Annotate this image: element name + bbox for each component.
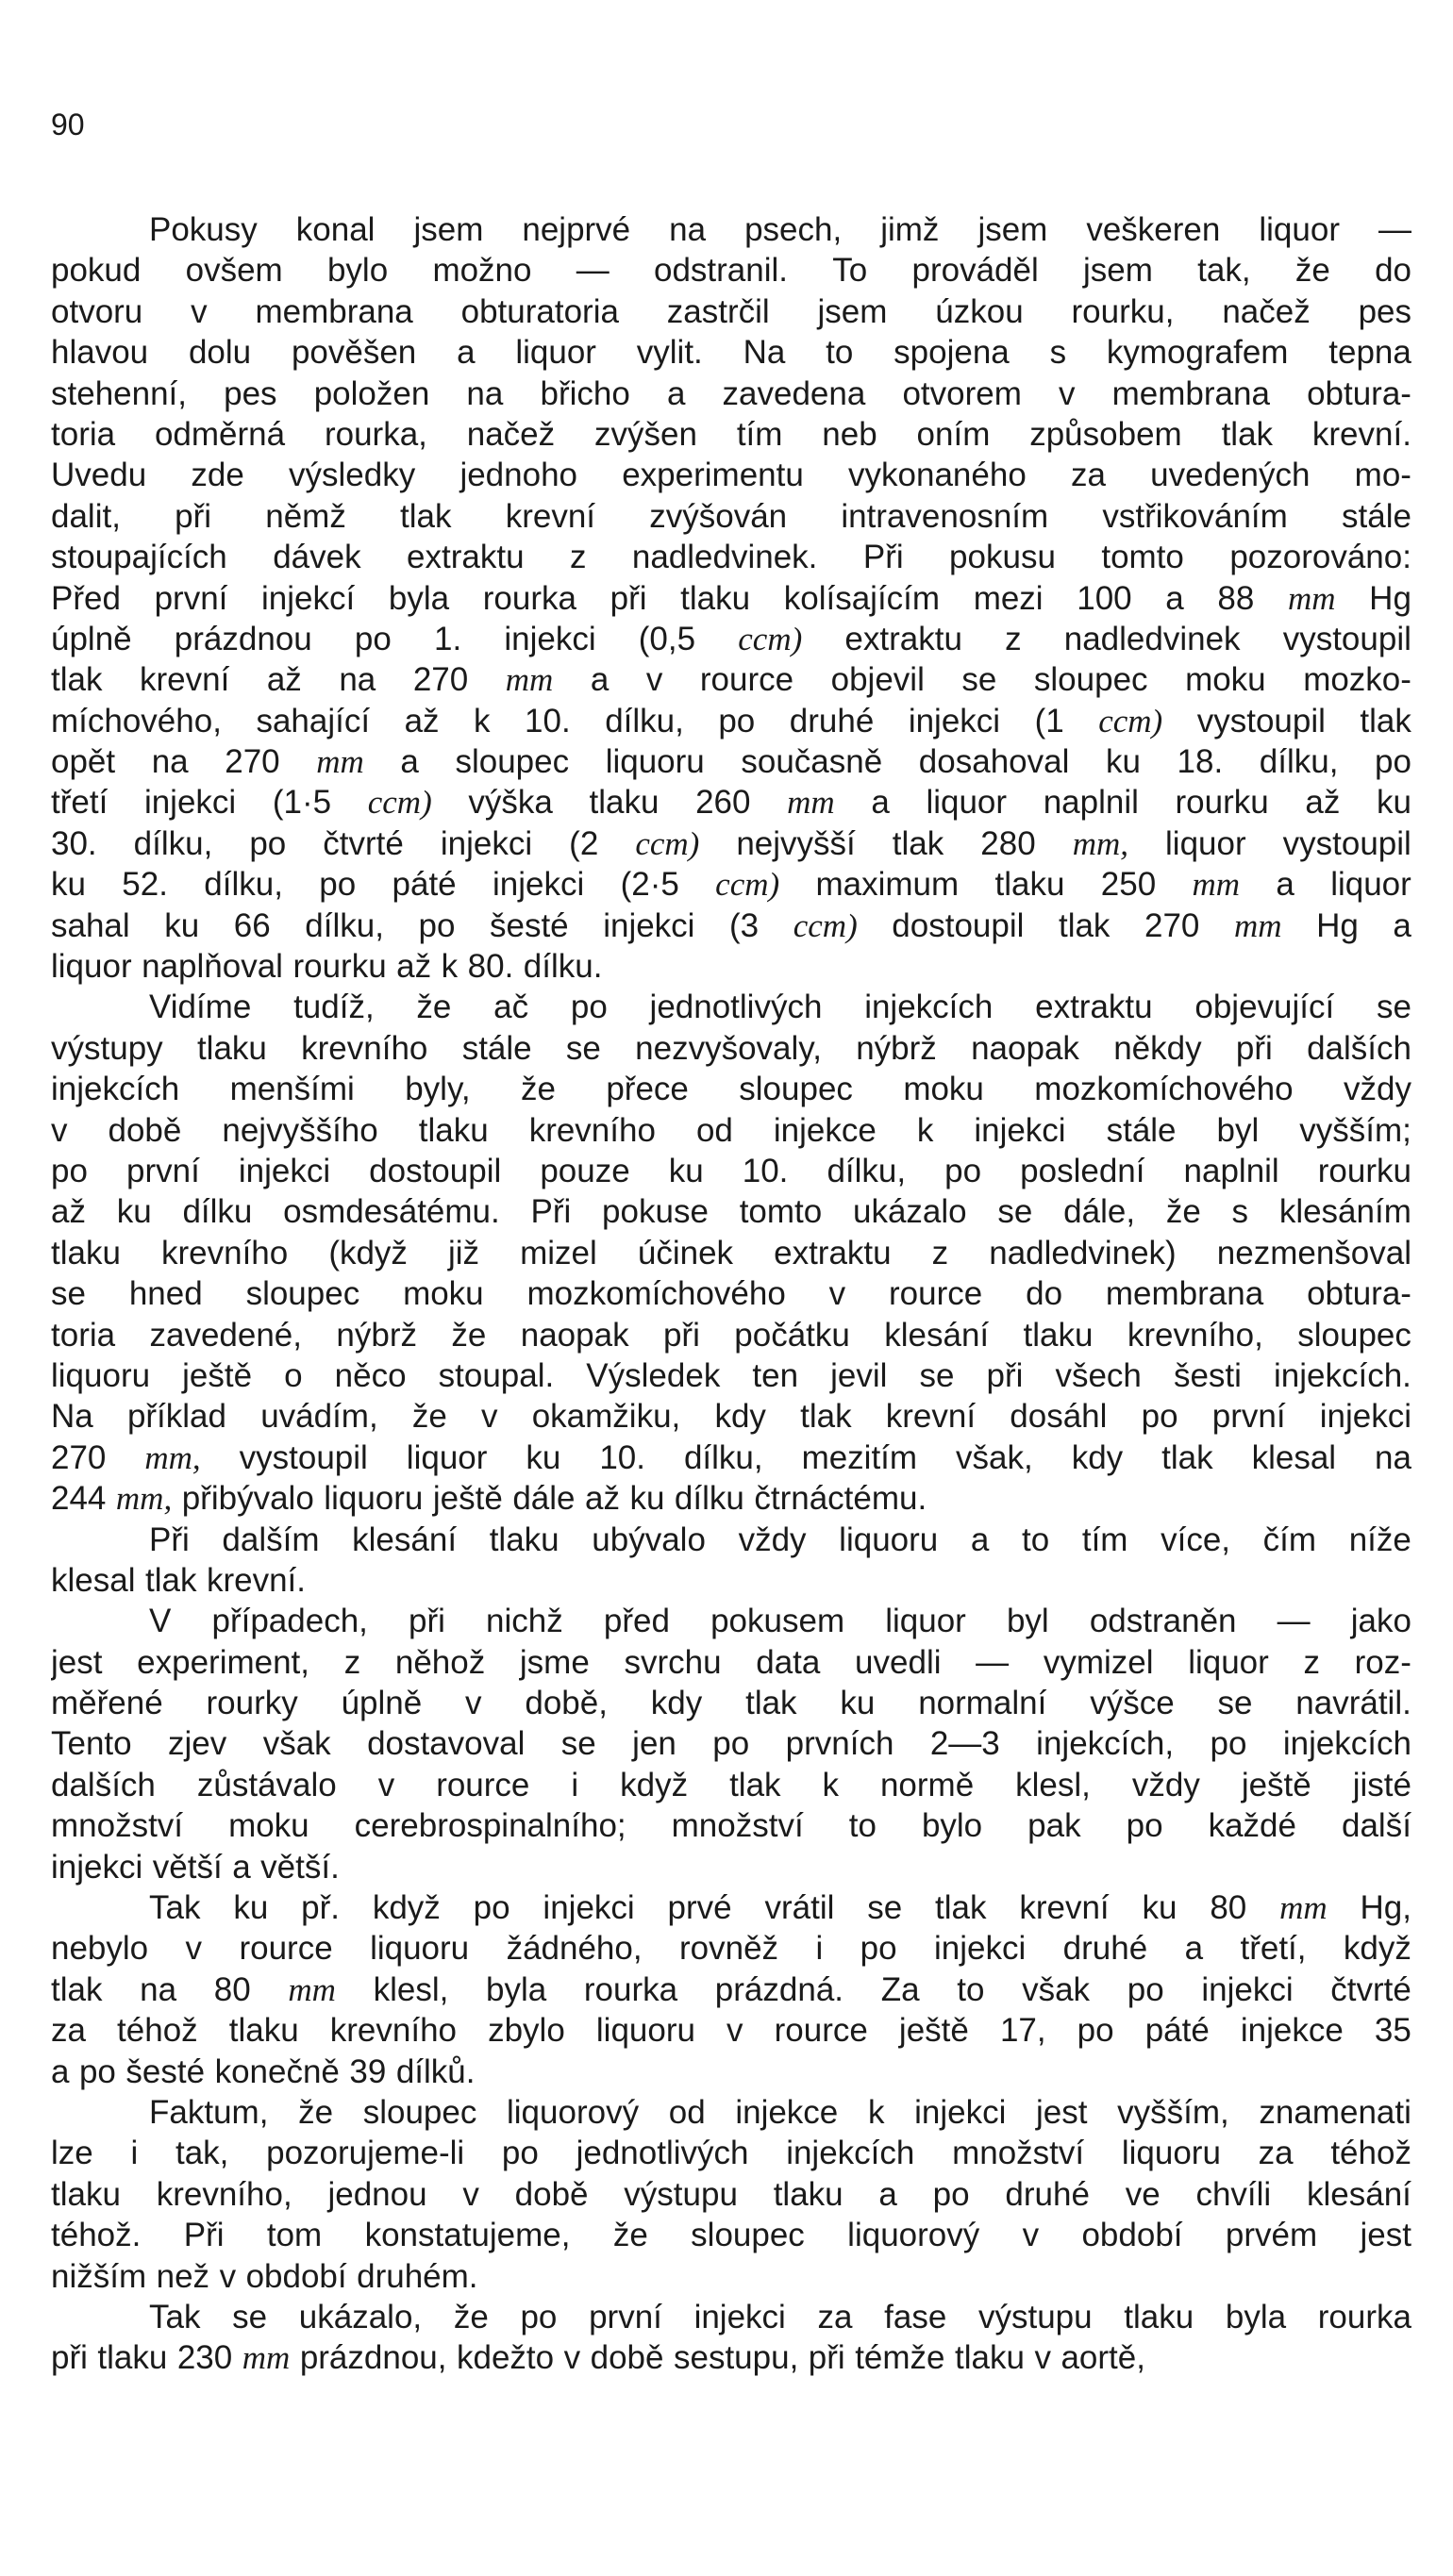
paragraph <box>51 1520 1411 1602</box>
text-line: nižším než v období druhém. <box>51 2257 478 2295</box>
text-line: úplně prázdnou po 1. injekci (0,5 ccm) extraktu z nadledvinek vystoupil <box>51 620 1411 657</box>
text-line: 30. dílku, po čtvrté injekci (2 ccm) nejvyšší tlak 280 mm, liquor vystoupil <box>51 824 1411 862</box>
text-line: toria odměrná rourka, načež zvýšen tím neb oním způsobem tlak krevní. <box>51 415 1411 453</box>
text-line: toria zavedené, nýbrž že naopak při počátku klesání tlaku krevního, sloupec <box>51 1316 1411 1354</box>
paragraph <box>51 1601 1411 1887</box>
text-line: klesal tlak krevní. <box>51 1561 306 1599</box>
paragraph <box>51 987 1411 1519</box>
text-line: tlak krevní až na 270 mm a v rource objevil se sloupec moku mozko- <box>51 661 1411 699</box>
text-line: v době nejvyššího tlaku krevního od injekce k injekci stále byl vyšším; <box>51 1111 1411 1149</box>
text-line: dalit, při němž tlak krevní zvýšován intravenosním vstřikováním stále <box>51 497 1411 535</box>
text-line: Při dalším klesání tlaku ubývalo vždy liquoru a to tím více, čím níže <box>149 1521 1411 1558</box>
paragraph <box>51 209 1411 987</box>
text-line: stehenní, pes položen na břicho a zavedena otvorem v membrana obtura- <box>51 374 1411 412</box>
text-line: za téhož tlaku krevního zbylo liquoru v rource ještě 17, po páté injekce 35 <box>51 2012 1411 2050</box>
text-line: Faktum, že sloupec liquorový od injekce k injekci jest vyšším, znamenati <box>149 2093 1411 2131</box>
text-line: a po šesté konečně 39 dílků. <box>51 2052 476 2090</box>
paragraph <box>51 2297 1411 2379</box>
page-number: 90 <box>51 108 85 141</box>
text-line: ku 52. dílku, po páté injekci (2·5 ccm) maximum tlaku 250 mm a liquor <box>51 866 1411 904</box>
text-line: Na příklad uvádím, že v okamžiku, kdy tlak krevní dosáhl po první injekci <box>51 1398 1411 1436</box>
body-text <box>51 209 1411 2379</box>
text-line: Tento zjev však dostavoval se jen po prvních 2—3 injekcích, po injekcích <box>51 1725 1411 1763</box>
text-line: liquor naplňoval rourku až k 80. dílku. <box>51 948 603 986</box>
text-line: Tak ku př. když po injekci prvé vrátil se tlak krevní ku 80 mm Hg, <box>149 1889 1411 1927</box>
text-line: Před první injekcí byla rourka při tlaku kolísajícím mezi 100 a 88 mm Hg <box>51 579 1411 617</box>
text-line: až ku dílku osmdesátému. Při pokuse tomto ukázalo se dále, že s klesáním <box>51 1193 1411 1231</box>
text-line: Uvedu zde výsledky jednoho experimentu vykonaného za uvedených mo- <box>51 457 1411 494</box>
text-line: injekcích menšími byly, že přece sloupec moku mozkomíchového vždy <box>51 1071 1411 1108</box>
text-line: měřené rourky úplně v době, kdy tlak ku normalní výšce se navrátil. <box>51 1685 1411 1722</box>
text-line: pokud ovšem bylo možno — odstranil. To prováděl jsem tak, že do <box>51 252 1411 290</box>
text-line: dalších zůstávalo v rource i když tlak k normě klesl, vždy ještě jisté <box>51 1766 1411 1803</box>
text-line: injekci větší a větší. <box>51 1848 340 1886</box>
text-line: výstupy tlaku krevního stále se nezvyšovaly, nýbrž naopak někdy při dalších <box>51 1029 1411 1067</box>
text-line: hlavou dolu pověšen a liquor vylit. Na to spojena s kymografem tepna <box>51 334 1411 372</box>
text-line: tlaku krevního (když již mizel účinek extraktu z nadledvinek) nezmenšoval <box>51 1234 1411 1271</box>
text-line: sahal ku 66 dílku, po šesté injekci (3 ccm) dostoupil tlak 270 mm Hg a <box>51 906 1411 944</box>
paragraph <box>51 2092 1411 2297</box>
text-line: Pokusy konal jsem nejprvé na psech, jimž jsem veškeren liquor — <box>149 211 1411 248</box>
text-line: 270 mm, vystoupil liquor ku 10. dílku, mezitím však, kdy tlak klesal na <box>51 1438 1411 1476</box>
text-line: se hned sloupec moku mozkomíchového v rource do membrana obtura- <box>51 1275 1411 1313</box>
text-line: při tlaku 230 mm prázdnou, kdežto v době sestupu, při témže tlaku v aortě, <box>51 2339 1145 2377</box>
text-line: nebylo v rource liquoru žádného, rovněž i po injekci druhé a třetí, když <box>51 1930 1411 1968</box>
text-line: množství moku cerebrospinalního; množství to bylo pak po každé další <box>51 1807 1411 1845</box>
text-line: míchového, sahající až k 10. dílku, po druhé injekci (1 ccm) vystoupil tlak <box>51 702 1411 740</box>
text-line: opět na 270 mm a sloupec liquoru současně dosahoval ku 18. dílku, po <box>51 743 1411 781</box>
text-line: po první injekci dostoupil pouze ku 10. dílku, po poslední naplnil rourku <box>51 1152 1411 1189</box>
text-line: liquoru ještě o něco stoupal. Výsledek ten jevil se při všech šesti injekcích. <box>51 1356 1411 1394</box>
text-line: Vidíme tudíž, že ač po jednotlivých injekcích extraktu objevující se <box>149 989 1411 1026</box>
text-line: lze i tak, pozorujeme-li po jednotlivých injekcích množství liquoru za téhož <box>51 2135 1411 2172</box>
text-line: Tak se ukázalo, že po první injekci za fase výstupu tlaku byla rourka <box>149 2298 1411 2335</box>
text-line: jest experiment, z něhož jsme svrchu data uvedli — vymizel liquor z roz- <box>51 1643 1411 1681</box>
text-line: třetí injekci (1·5 ccm) výška tlaku 260 mm a liquor naplnil rourku až ku <box>51 784 1411 822</box>
text-line: stoupajících dávek extraktu z nadledvinek. Při pokusu tomto pozorováno: <box>51 539 1411 576</box>
paragraph <box>51 1887 1411 2092</box>
text-line: V případech, při nichž před pokusem liquor byl odstraněn — jako <box>149 1603 1411 1640</box>
text-line: tlaku krevního, jednou v době výstupu tlaku a po druhé ve chvíli klesání <box>51 2175 1411 2213</box>
text-line: otvoru v membrana obturatoria zastrčil jsem úzkou rourku, načež pes <box>51 292 1411 330</box>
text-line: 244 mm, přibývalo liquoru ještě dále až ku dílku čtrnáctému. <box>51 1480 927 1518</box>
text-line: tlak na 80 mm klesl, byla rourka prázdná. Za to však po injekci čtvrté <box>51 1970 1411 2008</box>
text-line: téhož. Při tom konstatujeme, že sloupec liquorový v období prvém jest <box>51 2217 1411 2254</box>
